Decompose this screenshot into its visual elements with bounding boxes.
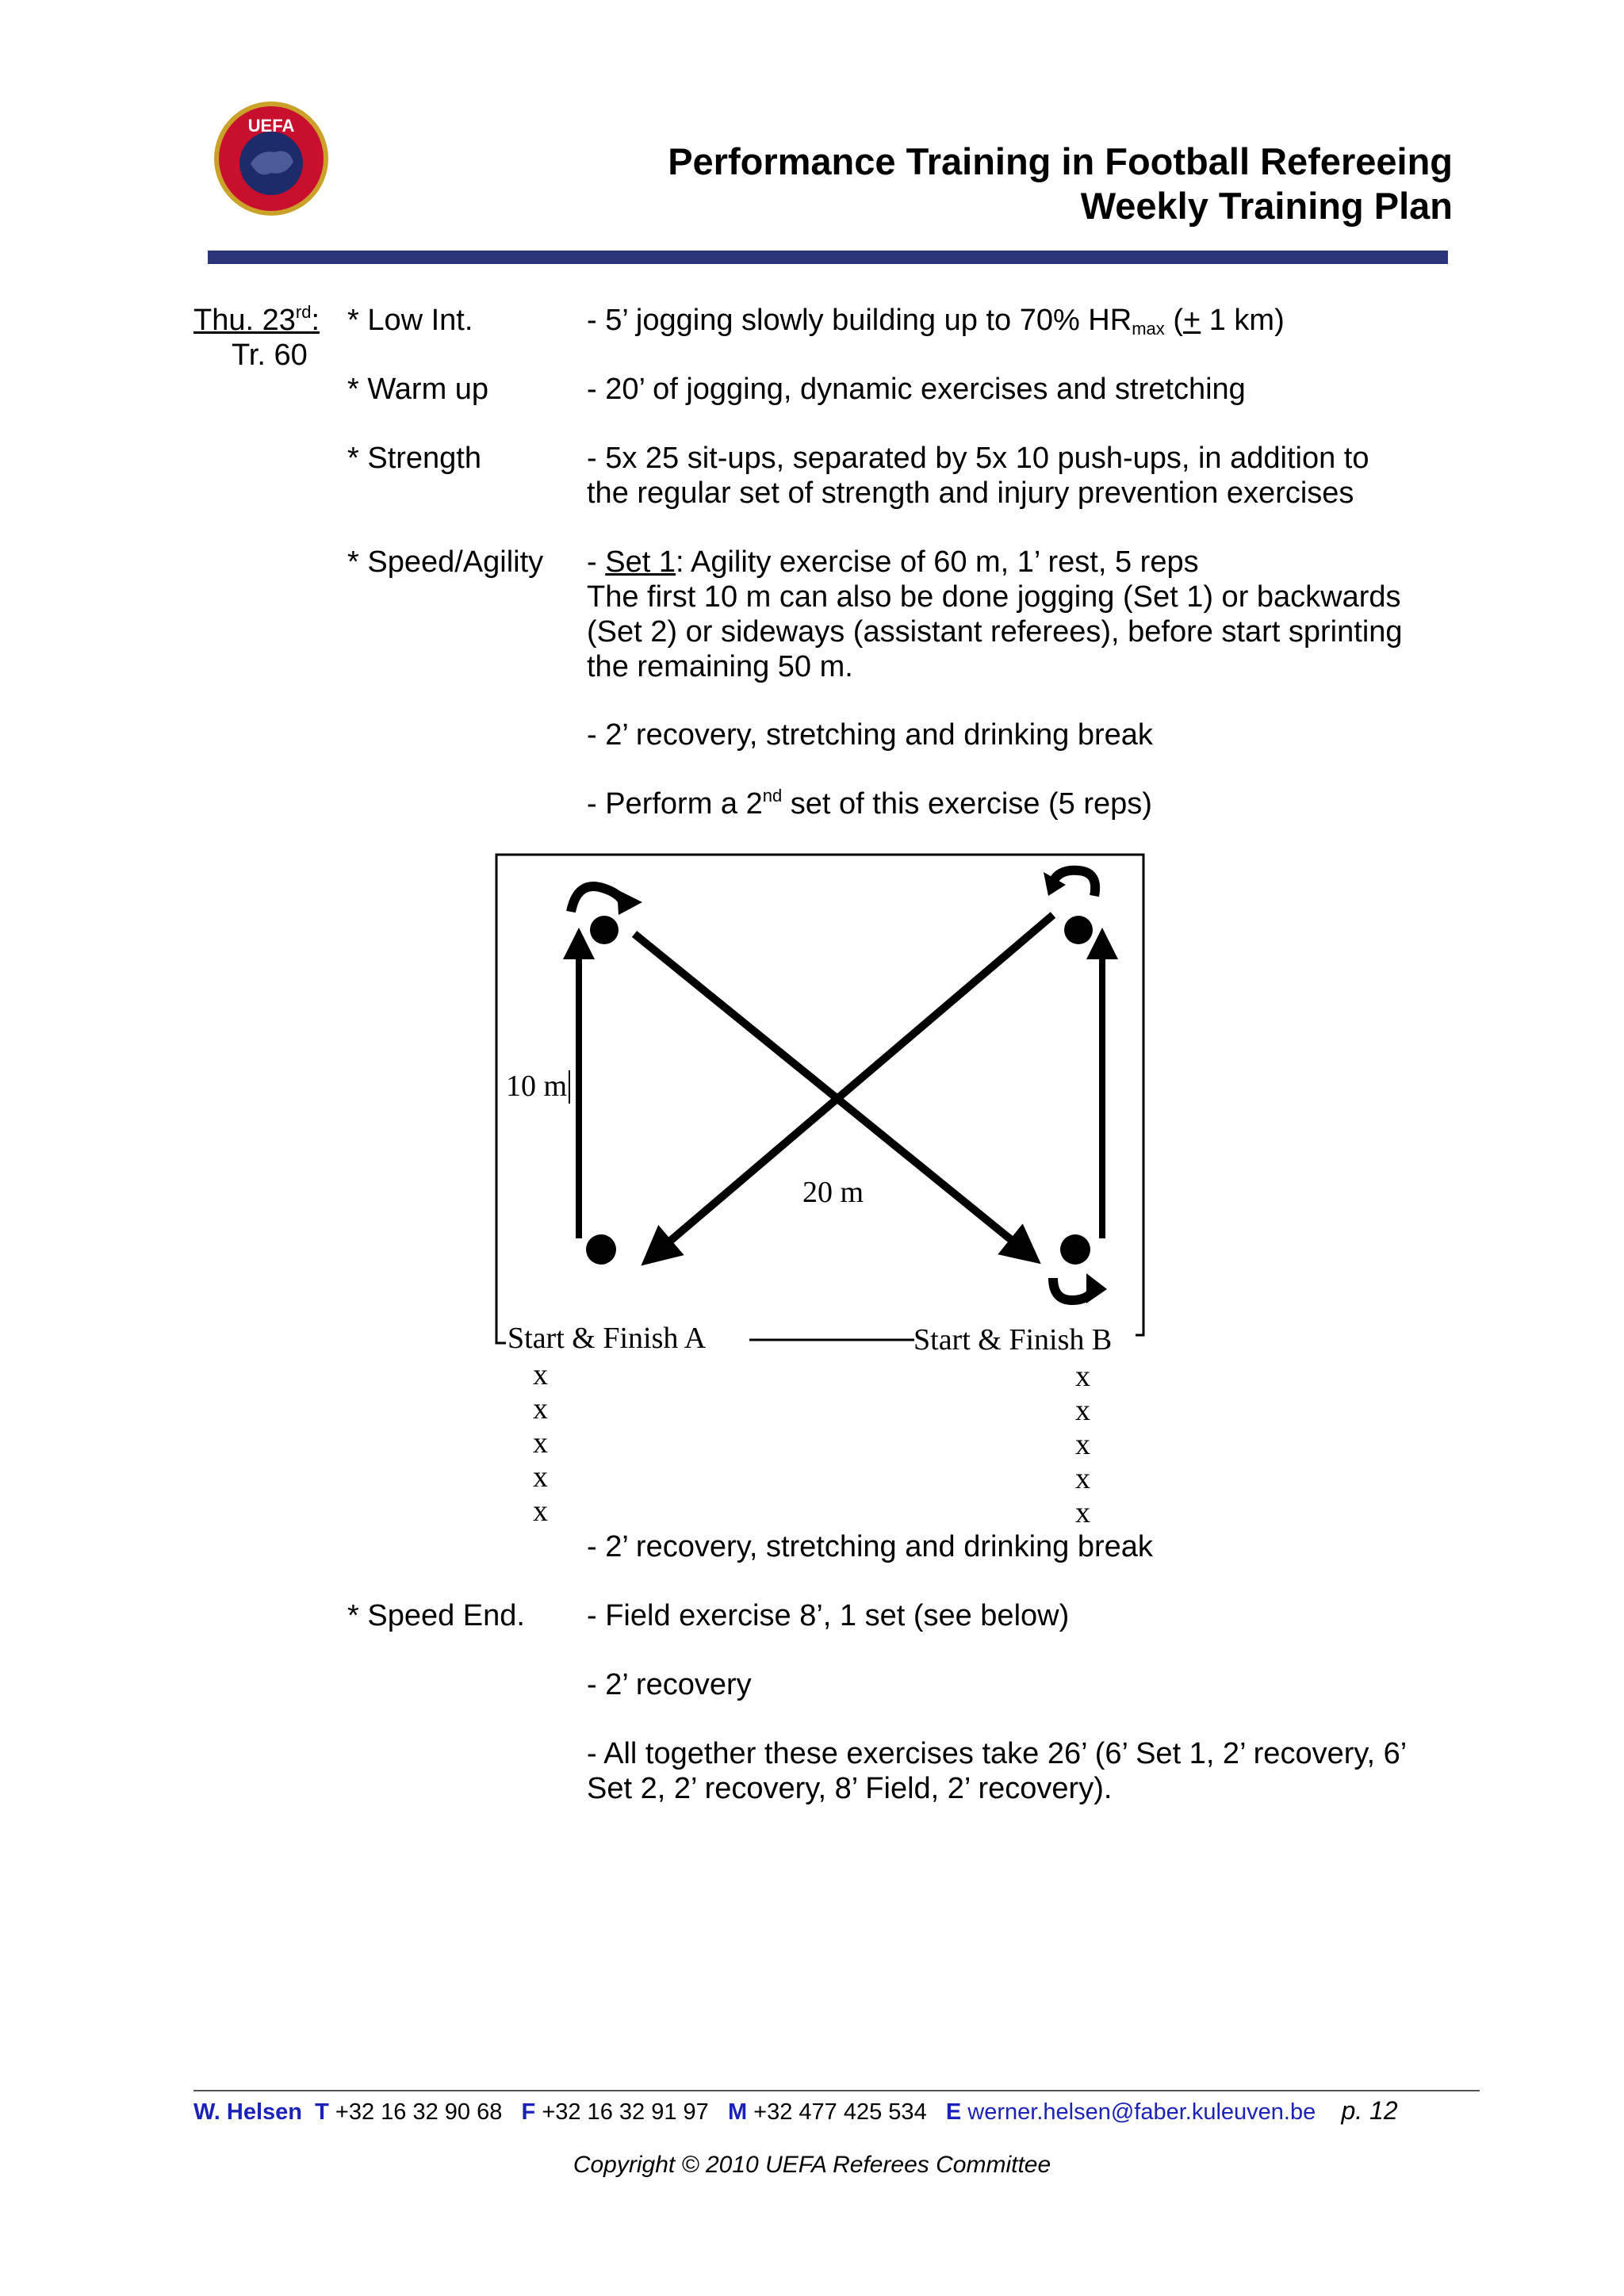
warm-up-text: - 20’ of jogging, dynamic exercises and stretching: [587, 373, 1246, 406]
total-summary: - All together these exercises take 26’ (6’ Set 1, 2’ recovery, 6’ Set 2, 2’ recovery, 8’ Field, 2’ recovery).: [587, 1737, 1406, 1805]
queue-b-x2: x: [1075, 1394, 1090, 1427]
footer-e-label: E: [945, 2099, 962, 2125]
label-start-finish-b: Start & Finish B: [914, 1323, 1113, 1357]
logo-text: UEFA: [247, 116, 295, 136]
queue-b-x3: x: [1075, 1428, 1090, 1461]
speed-recovery: - 2’ recovery, stretching and drinking break: [587, 718, 1153, 752]
header-rule: [208, 251, 1448, 264]
queue-b-x4: x: [1075, 1462, 1090, 1495]
footer-t-label: T: [315, 2099, 329, 2125]
queue-a-x1: x: [533, 1358, 548, 1391]
queue-b-x5: x: [1075, 1496, 1090, 1529]
speed-set-line: [587, 545, 1199, 580]
field-exercise-text: - Field exercise 8’, 1 set (see below): [587, 1599, 1070, 1632]
cone-top-right: [1064, 916, 1093, 944]
low-int-text: [587, 303, 1285, 338]
footer-f-label: F: [521, 2099, 536, 2125]
queue-a-x3: x: [533, 1426, 548, 1460]
hr-max-sub: max: [1132, 319, 1165, 339]
low-int-part-a: - 5’ jogging slowly building up to 70% HR: [587, 304, 1132, 337]
day-label: [193, 303, 320, 338]
copyright: Copyright © 2010 UEFA Referees Committee: [573, 2152, 1051, 2178]
title-line-2: Weekly Training Plan: [1080, 185, 1453, 227]
footer-fax: +32 16 32 91 97: [542, 2099, 709, 2125]
cone-bottom-right: [1060, 1234, 1090, 1265]
day-text: Thu. 23: [193, 304, 296, 337]
after-diagram-recovery: - 2’ recovery, stretching and drinking break: [587, 1530, 1153, 1563]
speed-dash: -: [587, 545, 606, 579]
day-sup: rd: [295, 302, 312, 322]
footer-mobile: +32 477 425 534: [753, 2099, 927, 2125]
title-line-1: Performance Training in Football Refereeing: [668, 140, 1453, 182]
strength-text: - 5x 25 sit-ups, separated by 5x 10 push-ups, in addition to the regular set of strength and injury prevention exercises: [587, 442, 1369, 510]
cone-top-left: [590, 916, 619, 944]
perform-sup: nd: [762, 786, 783, 806]
footer-email-link[interactable]: werner.helsen@faber.kuleuven.be: [967, 2099, 1316, 2125]
label-20m: 20 m: [802, 1176, 864, 1209]
page-number: p. 12: [1341, 2096, 1398, 2125]
cone-bottom-left: [586, 1234, 616, 1265]
category-strength: * Strength: [347, 442, 481, 475]
low-int-part-b: (: [1164, 304, 1183, 337]
speed-paragraph: The first 10 m can also be done jogging (Set 1) or backwards (Set 2) or sideways (assistant referees), before start sprinting the remaining 50 m.: [587, 580, 1403, 683]
set-1-label: Set 1: [605, 545, 676, 579]
speed-line-rest: : Agility exercise of 60 m, 1’ rest, 5 reps: [675, 545, 1199, 579]
queue-b-x1: x: [1075, 1360, 1090, 1393]
label-10m: 10 m: [506, 1070, 568, 1103]
footer-phone: +32 16 32 90 68: [335, 2099, 503, 2125]
queue-a-x4: x: [533, 1460, 548, 1494]
footer-m-label: M: [727, 2099, 748, 2125]
category-warm-up: * Warm up: [347, 373, 489, 406]
day-colon: :: [311, 304, 320, 337]
perform-part-b: set of this exercise (5 reps): [782, 787, 1152, 821]
footer-contact: [193, 2095, 1480, 2128]
document-title: [668, 140, 1453, 228]
category-speed-end: * Speed End.: [347, 1599, 525, 1632]
diagram-frame-corner: [496, 1318, 506, 1343]
speed-end-recovery: - 2’ recovery: [587, 1668, 752, 1701]
low-int-part-c: 1 km): [1201, 304, 1285, 337]
category-low-int: * Low Int.: [347, 304, 473, 337]
footer-name: W. Helsen: [193, 2099, 302, 2125]
session-label: Tr. 60: [232, 339, 308, 372]
category-speed-agility: * Speed/Agility: [347, 545, 544, 579]
perform-second-set: [587, 786, 1152, 821]
plus-minus: +: [1182, 304, 1201, 337]
agility-diagram: [476, 840, 1158, 1538]
queue-b: [1075, 1360, 1090, 1529]
footer-rule: [193, 2090, 1480, 2091]
label-start-finish-a: Start & Finish A: [508, 1322, 707, 1355]
queue-a: [533, 1358, 548, 1528]
perform-part-a: - Perform a 2: [587, 787, 763, 821]
queue-a-x2: x: [533, 1392, 548, 1425]
queue-a-x5: x: [533, 1494, 548, 1528]
uefa-logo: [213, 100, 330, 217]
turn-arrow-top-left: [571, 886, 623, 912]
